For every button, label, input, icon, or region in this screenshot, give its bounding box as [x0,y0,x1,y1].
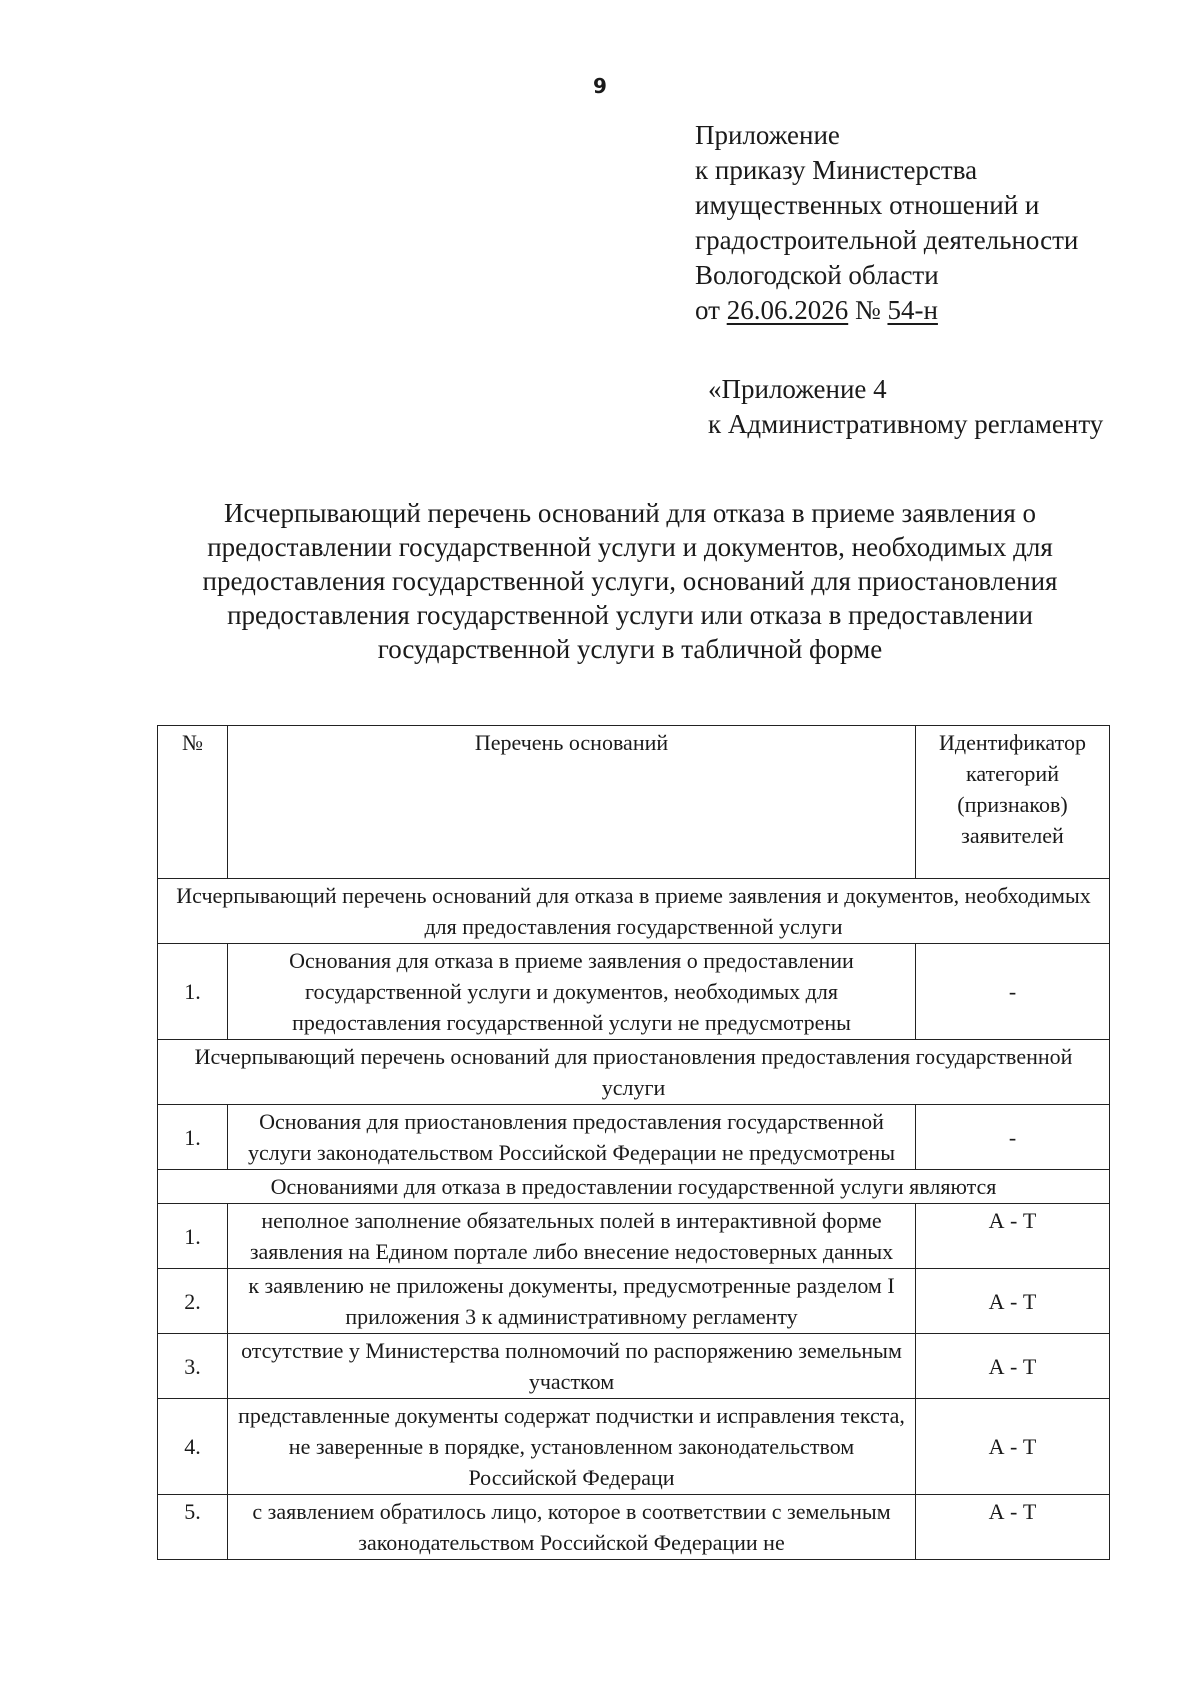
row-number: 2. [158,1269,228,1334]
row-text: к заявлению не приложены документы, предусмотренные разделом I приложения 3 к административному регламенту [228,1269,916,1334]
approval-line: Приложение [695,120,840,150]
row-identifier: А - Т [916,1204,1110,1269]
header-identifier: Идентификатор категорий (признаков) заявителей [916,726,1110,879]
annex-heading [708,372,1103,442]
order-reference [695,293,1078,328]
table-header-row [158,726,1110,879]
section-header-row [158,879,1110,944]
row-number: 3. [158,1334,228,1399]
row-identifier: А - Т [916,1495,1110,1560]
row-number: 1. [158,944,228,1040]
row-identifier: А - Т [916,1334,1110,1399]
order-date: 26.06.2026 [726,295,849,325]
table-row [158,1334,1110,1399]
order-number-sign: № [848,295,888,325]
row-text: Основания для приостановления предоставления государственной услуги законодательством Российской Федерации не предусмотрены [228,1105,916,1170]
annex-line: «Приложение 4 [708,374,887,404]
approval-line: имущественных отношений и [695,190,1040,220]
row-number: 1. [158,1105,228,1170]
section-header-row [158,1040,1110,1105]
row-number: 1. [158,1204,228,1269]
section-title: Основаниями для отказа в предоставлении государственной услуги являются [158,1170,1110,1204]
table-row [158,1204,1110,1269]
row-identifier: А - Т [916,1399,1110,1495]
order-prefix: от [695,295,727,325]
row-number: 4. [158,1399,228,1495]
document-title: Исчерпывающий перечень оснований для отказа в приеме заявления о предоставлении государственной услуги и документов, необходимых для предоставления государственной услуги, оснований для приостановления предоставления государственной услуги или отказа в предоставлении государственной услуги в табличной форме [202,498,1058,664]
approval-line: к приказу Министерства [695,155,978,185]
page-number: 9 [593,74,607,98]
row-text: Основания для отказа в приеме заявления о предоставлении государственной услуги и документов, необходимых для предоставления государственной услуги не предусмотрены [228,944,916,1040]
row-identifier: - [916,944,1110,1040]
row-text: представленные документы содержат подчистки и исправления текста, не заверенные в порядке, установленном законодательством Российской Федераци [228,1399,916,1495]
table-row [158,944,1110,1040]
table-row [158,1269,1110,1334]
section-header-row [158,1170,1110,1204]
table-row [158,1105,1110,1170]
section-title: Исчерпывающий перечень оснований для отказа в приеме заявления и документов, необходимых для предоставления государственной услуги [158,879,1110,944]
annex-line: к Административному регламенту [708,409,1104,439]
table-row [158,1399,1110,1495]
row-text: неполное заполнение обязательных полей в интерактивной форме заявления на Едином портале либо внесение недостоверных данных [228,1204,916,1269]
header-grounds: Перечень оснований [228,726,916,879]
row-number: 5. [158,1495,228,1560]
approval-line: Вологодской области [695,260,939,290]
order-number: 54-н [887,295,938,325]
section-title: Исчерпывающий перечень оснований для приостановления предоставления государственной услуги [158,1040,1110,1105]
table-row [158,1495,1110,1560]
header-number: № [158,726,228,879]
approval-block [695,118,1078,328]
row-identifier: - [916,1105,1110,1170]
approval-line: градостроительной деятельности [695,225,1079,255]
row-text: с заявлением обратилось лицо, которое в соответствии с земельным законодательством Российской Федерации не [228,1495,916,1560]
grounds-table [157,725,1110,1560]
row-text: отсутствие у Министерства полномочий по распоряжению земельным участком [228,1334,916,1399]
row-identifier: А - Т [916,1269,1110,1334]
